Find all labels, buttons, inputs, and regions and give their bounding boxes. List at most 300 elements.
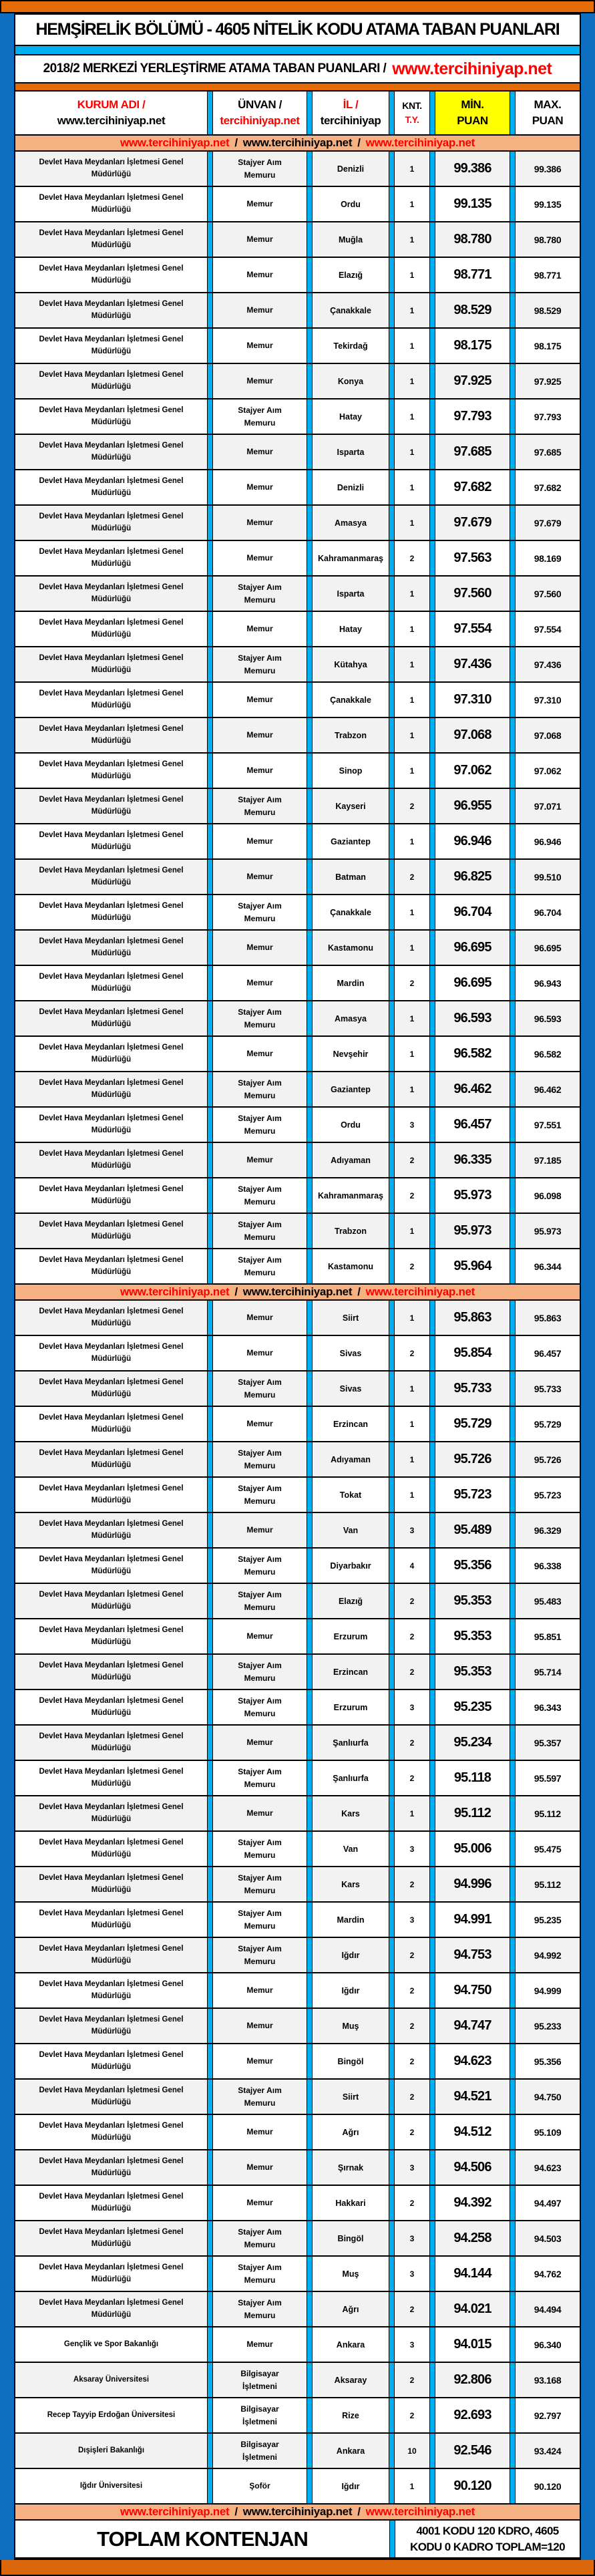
column-divider	[207, 2080, 213, 2114]
column-divider	[389, 647, 395, 681]
column-divider	[429, 2044, 435, 2078]
column-divider	[389, 1796, 395, 1830]
max-score-cell: 96.098	[516, 1178, 580, 1213]
column-divider	[207, 2434, 213, 2468]
column-divider	[429, 293, 435, 327]
column-divider	[510, 187, 516, 221]
min-score-cell: 95.723	[435, 1478, 510, 1512]
column-divider	[429, 2434, 435, 2468]
max-score-cell: 97.062	[516, 754, 580, 788]
min-score-cell: 94.021	[435, 2292, 510, 2326]
column-divider	[429, 1249, 435, 1283]
max-score-cell: 96.343	[516, 1690, 580, 1724]
min-score-cell: 95.489	[435, 1513, 510, 1547]
quota-count-cell: 3	[395, 2150, 429, 2185]
institution-cell: Devlet Hava Meydanları İşletmesi Genel Müdürlüğü	[15, 647, 207, 681]
city-cell: Şanlıurfa	[313, 1726, 389, 1760]
column-divider	[307, 1372, 313, 1406]
column-divider	[207, 612, 213, 646]
column-divider	[307, 1973, 313, 2007]
min-score-cell: 97.793	[435, 399, 510, 434]
column-divider	[510, 824, 516, 858]
table-row	[15, 258, 580, 293]
title-cell: Stajyer Aım Memuru	[213, 1655, 307, 1689]
column-divider	[429, 1442, 435, 1476]
column-divider	[429, 187, 435, 221]
quota-count-cell: 3	[395, 1108, 429, 1142]
banner-link[interactable]: www.tercihiniyap.net	[120, 2505, 230, 2518]
table-row	[15, 1938, 580, 1973]
institution-cell: Devlet Hava Meydanları İşletmesi Genel Müdürlüğü	[15, 789, 207, 823]
column-divider	[429, 647, 435, 681]
city-cell: Hatay	[313, 399, 389, 434]
column-divider	[307, 2009, 313, 2043]
table-row	[15, 1336, 580, 1372]
column-divider	[307, 1072, 313, 1106]
column-divider	[207, 1178, 213, 1213]
column-divider	[307, 541, 313, 575]
title-cell: Memur	[213, 541, 307, 575]
max-score-cell: 95.356	[516, 2044, 580, 2078]
column-divider	[510, 1513, 516, 1547]
column-divider	[510, 2257, 516, 2291]
institution-cell: Devlet Hava Meydanları İşletmesi Genel Müdürlüğü	[15, 293, 207, 327]
institution-cell: Devlet Hava Meydanları İşletmesi Genel Müdürlüğü	[15, 1513, 207, 1547]
max-score-cell: 99.135	[516, 187, 580, 221]
column-divider	[207, 577, 213, 611]
table-row	[15, 1143, 580, 1178]
quota-count-cell: 1	[395, 1072, 429, 1106]
institution-cell: Devlet Hava Meydanları İşletmesi Genel Müdürlüğü	[15, 506, 207, 540]
institution-cell: Devlet Hava Meydanları İşletmesi Genel Müdürlüğü	[15, 1478, 207, 1512]
quota-count-cell: 1	[395, 1442, 429, 1476]
max-score-cell: 95.714	[516, 1655, 580, 1689]
column-divider	[307, 364, 313, 398]
city-cell: Bingöl	[313, 2221, 389, 2255]
column-divider	[307, 683, 313, 717]
column-divider	[207, 2221, 213, 2255]
max-score-cell: 94.992	[516, 1938, 580, 1972]
column-divider	[389, 754, 395, 788]
min-score-cell: 97.925	[435, 364, 510, 398]
title-cell: Bilgisayar İşletmeni	[213, 2363, 307, 2397]
banner-link[interactable]: www.tercihiniyap.net	[120, 1285, 230, 1298]
quota-count-cell: 2	[395, 1143, 429, 1177]
quota-count-cell: 1	[395, 824, 429, 858]
column-divider	[510, 1867, 516, 1901]
min-score-cell: 96.955	[435, 789, 510, 823]
min-score-cell: 95.356	[435, 1549, 510, 1583]
column-divider	[389, 966, 395, 1000]
column-divider	[207, 2044, 213, 2078]
max-score-cell: 96.462	[516, 1072, 580, 1106]
column-divider	[429, 1301, 435, 1335]
min-score-cell: 95.726	[435, 1442, 510, 1476]
column-divider	[307, 2080, 313, 2114]
city-cell: Batman	[313, 860, 389, 894]
institution-cell: Iğdır Üniversitesi	[15, 2469, 207, 2503]
column-divider	[207, 541, 213, 575]
table-body-top	[15, 152, 580, 1285]
column-divider	[207, 2150, 213, 2185]
column-divider	[389, 1619, 395, 1653]
table-row	[15, 506, 580, 541]
column-divider	[307, 435, 313, 469]
column-divider	[389, 1336, 395, 1370]
column-divider	[307, 1690, 313, 1724]
column-divider	[307, 577, 313, 611]
max-score-cell: 95.112	[516, 1867, 580, 1901]
quota-count-cell: 1	[395, 1407, 429, 1441]
column-divider	[510, 222, 516, 257]
column-divider	[307, 506, 313, 540]
max-score-cell: 97.310	[516, 683, 580, 717]
column-divider	[207, 1372, 213, 1406]
min-score-cell: 92.693	[435, 2398, 510, 2432]
max-score-cell: 96.329	[516, 1513, 580, 1547]
banner-link[interactable]: www.tercihiniyap.net	[365, 1285, 475, 1298]
column-divider	[207, 1726, 213, 1760]
column-divider	[389, 1214, 395, 1248]
min-score-cell: 95.353	[435, 1655, 510, 1689]
banner-link[interactable]: www.tercihiniyap.net	[365, 136, 475, 149]
banner-link[interactable]: www.tercihiniyap.net	[242, 2505, 353, 2518]
city-cell: Çanakkale	[313, 683, 389, 717]
column-divider	[207, 2469, 213, 2503]
column-divider	[389, 2009, 395, 2043]
quota-count-cell: 2	[395, 860, 429, 894]
title-cell: Stajyer Aım Memuru	[213, 895, 307, 929]
max-score-cell: 93.168	[516, 2363, 580, 2397]
column-divider	[307, 754, 313, 788]
title-cell: Stajyer Aım Memuru	[213, 1903, 307, 1937]
column-divider	[307, 1938, 313, 1972]
column-divider	[307, 1037, 313, 1071]
column-divider	[207, 966, 213, 1000]
max-score-cell: 98.175	[516, 329, 580, 363]
city-cell: Muş	[313, 2009, 389, 2043]
column-divider	[207, 2363, 213, 2397]
table-row	[15, 1407, 580, 1442]
city-cell: Konya	[313, 364, 389, 398]
column-divider	[307, 1407, 313, 1441]
max-score-cell: 97.554	[516, 612, 580, 646]
institution-cell: Devlet Hava Meydanları İşletmesi Genel Müdürlüğü	[15, 2009, 207, 2043]
table-row	[15, 931, 580, 966]
column-divider	[429, 683, 435, 717]
column-divider	[429, 1690, 435, 1724]
column-divider	[510, 1655, 516, 1689]
table-row	[15, 293, 580, 329]
quota-count-cell: 2	[395, 1336, 429, 1370]
page-title-text: HEMŞİRELİK BÖLÜMÜ - 4605 NİTELİK KODU ATAMA TABAN PUANLARI	[35, 20, 560, 39]
quota-count-cell: 1	[395, 435, 429, 469]
column-divider	[429, 541, 435, 575]
institution-cell: Aksaray Üniversitesi	[15, 2363, 207, 2397]
max-score-cell: 94.999	[516, 1973, 580, 2007]
table-row	[15, 1001, 580, 1037]
table-row	[15, 1973, 580, 2009]
title-cell: Memur	[213, 2327, 307, 2362]
column-divider	[307, 718, 313, 752]
city-cell: Denizli	[313, 152, 389, 186]
title-cell: Memur	[213, 506, 307, 540]
column-divider	[307, 1655, 313, 1689]
quota-count-cell: 1	[395, 1372, 429, 1406]
column-divider	[510, 1938, 516, 1972]
institution-cell: Devlet Hava Meydanları İşletmesi Genel Müdürlüğü	[15, 470, 207, 504]
column-divider	[429, 1867, 435, 1901]
title-cell: Memur	[213, 329, 307, 363]
table-row	[15, 1584, 580, 1619]
column-divider	[429, 1796, 435, 1830]
max-score-cell: 94.623	[516, 2150, 580, 2185]
column-divider	[429, 1108, 435, 1142]
table-row	[15, 2115, 580, 2150]
table-row	[15, 1867, 580, 1903]
max-score-cell: 95.729	[516, 1407, 580, 1441]
column-divider	[207, 1584, 213, 1618]
column-divider	[207, 2292, 213, 2326]
column-divider	[389, 612, 395, 646]
max-score-cell: 95.475	[516, 1832, 580, 1866]
column-divider	[307, 2469, 313, 2503]
title-cell: Memur	[213, 187, 307, 221]
column-divider	[207, 1407, 213, 1441]
column-divider	[389, 1143, 395, 1177]
min-score-cell: 95.733	[435, 1372, 510, 1406]
quota-count-cell: 2	[395, 1726, 429, 1760]
institution-cell: Devlet Hava Meydanları İşletmesi Genel Müdürlüğü	[15, 1336, 207, 1370]
column-divider	[307, 1478, 313, 1512]
column-divider	[207, 92, 213, 134]
title-cell: Memur	[213, 1037, 307, 1071]
min-score-cell: 95.112	[435, 1796, 510, 1830]
column-divider	[207, 1143, 213, 1177]
table-row	[15, 577, 580, 612]
column-divider	[429, 2150, 435, 2185]
column-divider	[207, 683, 213, 717]
column-divider	[389, 2221, 395, 2255]
column-divider	[510, 2434, 516, 2468]
max-score-cell: 98.169	[516, 541, 580, 575]
table-row	[15, 2186, 580, 2221]
top-orange-bar	[0, 0, 595, 13]
institution-cell: Devlet Hava Meydanları İşletmesi Genel Müdürlüğü	[15, 1549, 207, 1583]
title-cell: Stajyer Aım Memuru	[213, 577, 307, 611]
column-divider	[389, 718, 395, 752]
min-score-cell: 94.521	[435, 2080, 510, 2114]
quota-count-cell: 1	[395, 1037, 429, 1071]
column-divider	[389, 187, 395, 221]
column-divider	[307, 1619, 313, 1653]
column-divider	[389, 931, 395, 965]
column-divider	[307, 1903, 313, 1937]
column-divider	[389, 2044, 395, 2078]
title-cell: Stajyer Aım Memuru	[213, 2080, 307, 2114]
banner-link[interactable]: www.tercihiniyap.net	[242, 136, 353, 149]
quota-count-cell: 2	[395, 2115, 429, 2149]
quota-count-cell: 3	[395, 2221, 429, 2255]
column-divider	[429, 895, 435, 929]
city-cell: Kütahya	[313, 647, 389, 681]
max-score-cell: 96.340	[516, 2327, 580, 2362]
column-divider	[307, 1513, 313, 1547]
quota-count-cell: 2	[395, 1761, 429, 1795]
institution-cell: Devlet Hava Meydanları İşletmesi Genel Müdürlüğü	[15, 152, 207, 186]
title-cell: Memur	[213, 1301, 307, 1335]
column-divider	[510, 1619, 516, 1653]
subtitle-link[interactable]: www.tercihiniyap.net	[392, 59, 552, 78]
column-divider	[207, 824, 213, 858]
city-cell: Denizli	[313, 470, 389, 504]
max-score-cell: 96.695	[516, 931, 580, 965]
column-divider	[307, 966, 313, 1000]
column-header-il: İL / tercihiniyap	[313, 92, 389, 134]
column-divider	[510, 2398, 516, 2432]
column-divider	[307, 187, 313, 221]
column-divider	[207, 931, 213, 965]
table-row	[15, 1478, 580, 1513]
max-score-cell: 95.723	[516, 1478, 580, 1512]
title-cell: Stajyer Aım Memuru	[213, 789, 307, 823]
table-row	[15, 966, 580, 1001]
title-cell: Memur	[213, 718, 307, 752]
column-divider	[307, 647, 313, 681]
column-divider	[510, 2221, 516, 2255]
institution-cell: Devlet Hava Meydanları İşletmesi Genel Müdürlüğü	[15, 1832, 207, 1866]
min-score-cell: 97.310	[435, 683, 510, 717]
city-cell: Ordu	[313, 187, 389, 221]
column-divider	[389, 541, 395, 575]
quota-count-cell: 2	[395, 541, 429, 575]
column-divider	[510, 1442, 516, 1476]
table-row	[15, 718, 580, 754]
banner-link[interactable]: www.tercihiniyap.net	[365, 2505, 475, 2518]
max-score-cell: 97.185	[516, 1143, 580, 1177]
institution-cell: Devlet Hava Meydanları İşletmesi Genel Müdürlüğü	[15, 1973, 207, 2007]
table-row	[15, 2150, 580, 2186]
score-table	[14, 13, 581, 2560]
city-cell: Amasya	[313, 1001, 389, 1035]
city-cell: Elazığ	[313, 1584, 389, 1618]
title-cell: Memur	[213, 754, 307, 788]
column-divider	[389, 1690, 395, 1724]
min-score-cell: 92.546	[435, 2434, 510, 2468]
max-score-cell: 94.750	[516, 2080, 580, 2114]
column-divider	[207, 1796, 213, 1830]
min-score-cell: 97.560	[435, 577, 510, 611]
column-divider	[389, 364, 395, 398]
title-cell: Memur	[213, 222, 307, 257]
column-divider	[510, 293, 516, 327]
column-divider	[429, 364, 435, 398]
column-divider	[307, 1549, 313, 1583]
city-cell: Kayseri	[313, 789, 389, 823]
column-divider	[207, 1761, 213, 1795]
title-cell: Memur	[213, 364, 307, 398]
table-row	[15, 364, 580, 399]
column-divider	[510, 1796, 516, 1830]
institution-cell: Devlet Hava Meydanları İşletmesi Genel Müdürlüğü	[15, 2150, 207, 2185]
title-cell: Stajyer Aım Memuru	[213, 1108, 307, 1142]
banner-link[interactable]: www.tercihiniyap.net	[242, 1285, 353, 1298]
column-divider	[307, 2044, 313, 2078]
column-header-unvan: ÜNVAN / tercihiniyap.net	[213, 92, 307, 134]
banner-link[interactable]: www.tercihiniyap.net	[120, 136, 230, 149]
quota-count-cell: 1	[395, 612, 429, 646]
table-row	[15, 2080, 580, 2115]
column-divider	[307, 2257, 313, 2291]
column-divider	[429, 1584, 435, 1618]
column-divider	[207, 2009, 213, 2043]
title-cell: Memur	[213, 931, 307, 965]
min-score-cell: 97.068	[435, 718, 510, 752]
total-quota-label: TOPLAM KONTENJAN	[15, 2521, 389, 2557]
title-cell: Stajyer Aım Memuru	[213, 1372, 307, 1406]
column-divider	[307, 612, 313, 646]
table-row	[15, 187, 580, 222]
column-divider	[429, 1973, 435, 2007]
institution-cell: Devlet Hava Meydanları İşletmesi Genel Müdürlüğü	[15, 1938, 207, 1972]
column-divider	[510, 258, 516, 292]
table-row	[15, 329, 580, 364]
city-cell: Hakkari	[313, 2186, 389, 2220]
min-score-cell: 95.964	[435, 1249, 510, 1283]
column-divider	[207, 258, 213, 292]
institution-cell: Devlet Hava Meydanları İşletmesi Genel Müdürlüğü	[15, 1108, 207, 1142]
column-divider	[207, 1938, 213, 1972]
column-divider	[429, 1938, 435, 1972]
column-divider	[429, 754, 435, 788]
quota-count-cell: 1	[395, 506, 429, 540]
city-cell: Ağrı	[313, 2115, 389, 2149]
column-divider	[389, 895, 395, 929]
right-blue-edge	[581, 13, 595, 2560]
column-divider	[207, 364, 213, 398]
column-divider	[389, 152, 395, 186]
city-cell: Trabzon	[313, 1214, 389, 1248]
column-divider	[207, 1513, 213, 1547]
column-divider	[307, 2292, 313, 2326]
column-divider	[307, 2115, 313, 2149]
city-cell: Ankara	[313, 2327, 389, 2362]
title-cell: Stajyer Aım Memuru	[213, 1867, 307, 1901]
column-divider	[207, 1249, 213, 1283]
column-divider	[429, 860, 435, 894]
institution-cell: Devlet Hava Meydanları İşletmesi Genel Müdürlüğü	[15, 1301, 207, 1335]
quota-count-cell: 1	[395, 364, 429, 398]
quota-count-cell: 1	[395, 2469, 429, 2503]
column-divider	[389, 1407, 395, 1441]
table-row	[15, 1903, 580, 1938]
min-score-cell: 94.991	[435, 1903, 510, 1937]
column-divider	[510, 718, 516, 752]
max-score-cell: 95.851	[516, 1619, 580, 1653]
max-score-cell: 95.109	[516, 2115, 580, 2149]
column-divider	[510, 2009, 516, 2043]
city-cell: Muğla	[313, 222, 389, 257]
max-score-cell: 95.863	[516, 1301, 580, 1335]
quota-count-cell: 2	[395, 2080, 429, 2114]
column-divider	[389, 2434, 395, 2468]
quota-count-cell: 1	[395, 1478, 429, 1512]
max-score-cell: 98.529	[516, 293, 580, 327]
city-cell: Adıyaman	[313, 1442, 389, 1476]
quota-count-cell: 1	[395, 577, 429, 611]
max-score-cell: 95.112	[516, 1796, 580, 1830]
table-row	[15, 2292, 580, 2327]
